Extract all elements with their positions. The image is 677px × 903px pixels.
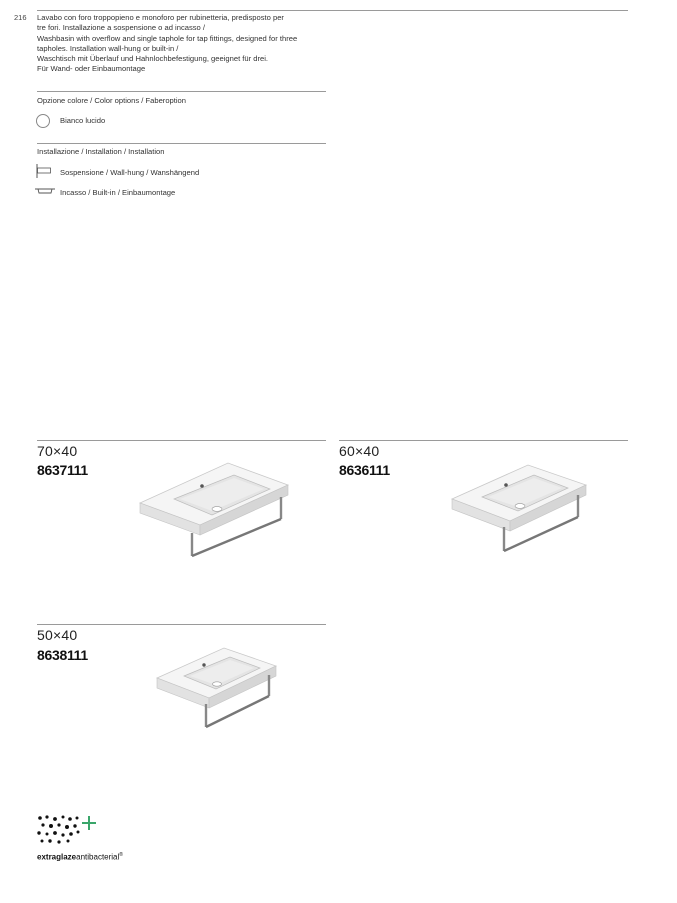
color-options-title: Opzione colore / Color options / Faberoption [37,96,187,105]
page-number: 216 [14,13,27,22]
description-line: Washbasin with overflow and single taphole for tap fittings, designed for three [37,33,298,43]
brand-name [37,852,123,862]
section-rule [37,91,326,92]
installation-label: Sospensione / Wall-hung / Wanshängend [60,168,200,177]
washbasin-image [136,461,292,561]
section-rule [37,143,326,144]
brand-bold: extraglaze [37,852,77,862]
top-rule [37,10,628,11]
washbasin-image [154,646,280,732]
description-line: Lavabo con foro troppopieno e monoforo per rubinetteria, predisposto per [37,13,284,22]
product-description [37,13,322,75]
product-rule [339,440,628,441]
washbasin-image [448,463,590,555]
description-line: tre fori. Installazione a sospensione o ad incasso / [37,23,206,33]
product-rule [37,624,326,625]
product-code: 8638111 [37,647,88,663]
built-in-icon [35,186,55,196]
installation-title: Installazione / Installation / Installation [37,147,165,156]
product-code: 8636111 [339,462,390,478]
description-line: Für Wand- oder Einbaumontage [37,64,146,74]
description-line: tapholes. Installation wall-hung or built-in / [37,43,179,53]
product-rule [37,440,326,441]
color-swatch-bianco [36,114,50,128]
color-option-label: Bianco lucido [60,116,106,125]
product-size: 60×40 [339,443,380,459]
product-size: 70×40 [37,443,78,459]
brand-rest: antibacterial [76,852,120,862]
wall-hung-icon [36,163,52,179]
extraglaze-logo-icon [36,813,98,845]
product-code: 8637111 [37,462,88,478]
product-size: 50×40 [37,627,78,643]
registered-mark: ® [119,852,123,858]
description-line: Waschtisch mit Überlauf und Hahnlochbefestigung, geeignet für drei. [37,54,269,64]
installation-label: Incasso / Built-in / Einbaumontage [60,188,176,197]
